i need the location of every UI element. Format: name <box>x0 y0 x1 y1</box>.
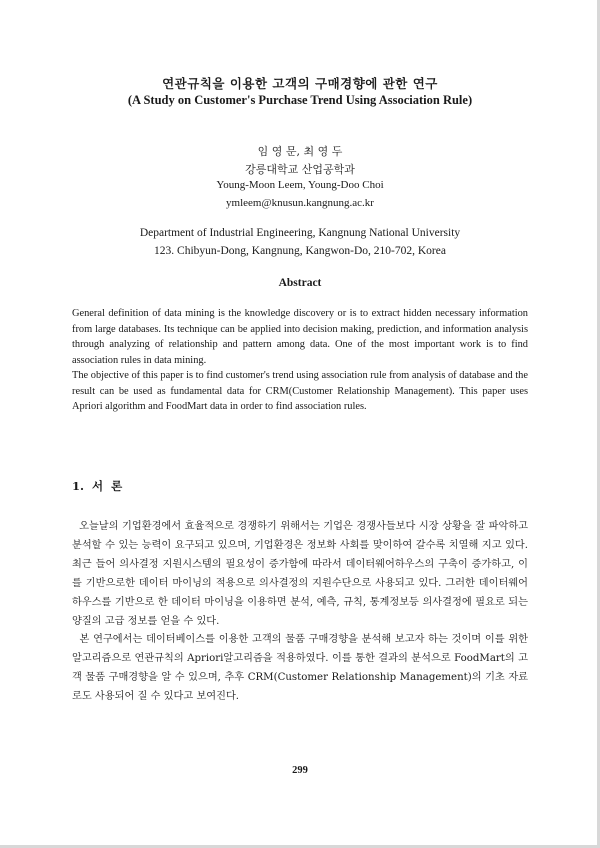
abstract-paragraph-2: The objective of this paper is to find customer's trend using association rule from analysis of database and the result can be used as fundamental data for CRM(Customer Relationship Management). This paper uses Apriori algorithm and FoodMart data in order to find association rules. <box>72 370 528 412</box>
abstract-paragraph-1: General definition of data mining is the knowledge discovery or is to extract hidden necessary information from large databases. Its technique can be applied into decision making, prediction, and information analysis through analyzing of relationship and pattern among data. One of the most important work is to find association rules in data mining. <box>72 308 528 366</box>
body-paragraph-1: 오늘날의 기업환경에서 효율적으로 경쟁하기 위해서는 기업은 경쟁사들보다 시장 상황을 잘 파악하고 분석할 수 있는 능력이 요구되고 있으며, 기업환경은 정보화 사회를 맞이하여 갈수록 치열해 지고 있다. 최근 들어 의사결정 지원시스템의 필요성이 증가함에 따라서 데이터웨어하우스의 구축이 증가하고, 이를 기반으로한 데이터 마이닝의 적용으로 의사결정의 지원수단으로 사용되고 있다. 그러한 데이터웨어하우스를 기반으로 한 데이터 마이닝을 이용하면 분석, 예측, 규칙, 통계정보등 의사결정에 필요로 되는 양질의 고급 정보를 얻을 수 있다. <box>72 521 528 627</box>
body-paragraph-2: 본 연구에서는 데이터베이스를 이용한 고객의 물품 구매경향을 분석해 보고자 하는 것이며 이를 위한 알고리즘으로 연관규칙의 Apriori알고리즘을 적용하였다. 이를 통한 결과의 분석으로 FoodMart의 고객 물품 구매경향을 알 수 있으며, 추후 CRM(Customer Relationship Management)의 기초 자료로도 사용되어 질 수 있다고 보여진다. <box>72 634 529 702</box>
author-email: ymleem@knusun.kangnung.ac.kr <box>226 197 374 209</box>
title-english: (A Study on Customer's Purchase Trend Using Association Rule) <box>127 93 473 107</box>
page-number: 299 <box>292 765 308 776</box>
authors-korean: 임 영 문, 최 영 두 <box>257 145 343 158</box>
department: Department of Industrial Engineering, Kangnung National University <box>139 227 461 239</box>
authors-english: Young-Moon Leem, Young-Doo Choi <box>216 179 384 191</box>
section-heading-introduction: 1. 서 론 <box>72 479 123 493</box>
title-korean: 연관규칙을 이용한 고객의 구매경향에 관한 연구 <box>162 76 438 91</box>
address: 123. Chibyun-Dong, Kangnung, Kangwon-Do, 210-702, Korea <box>154 245 446 257</box>
abstract-heading: Abstract <box>278 277 322 289</box>
affiliation-korean: 강릉대학교 산업공학과 <box>245 163 355 176</box>
